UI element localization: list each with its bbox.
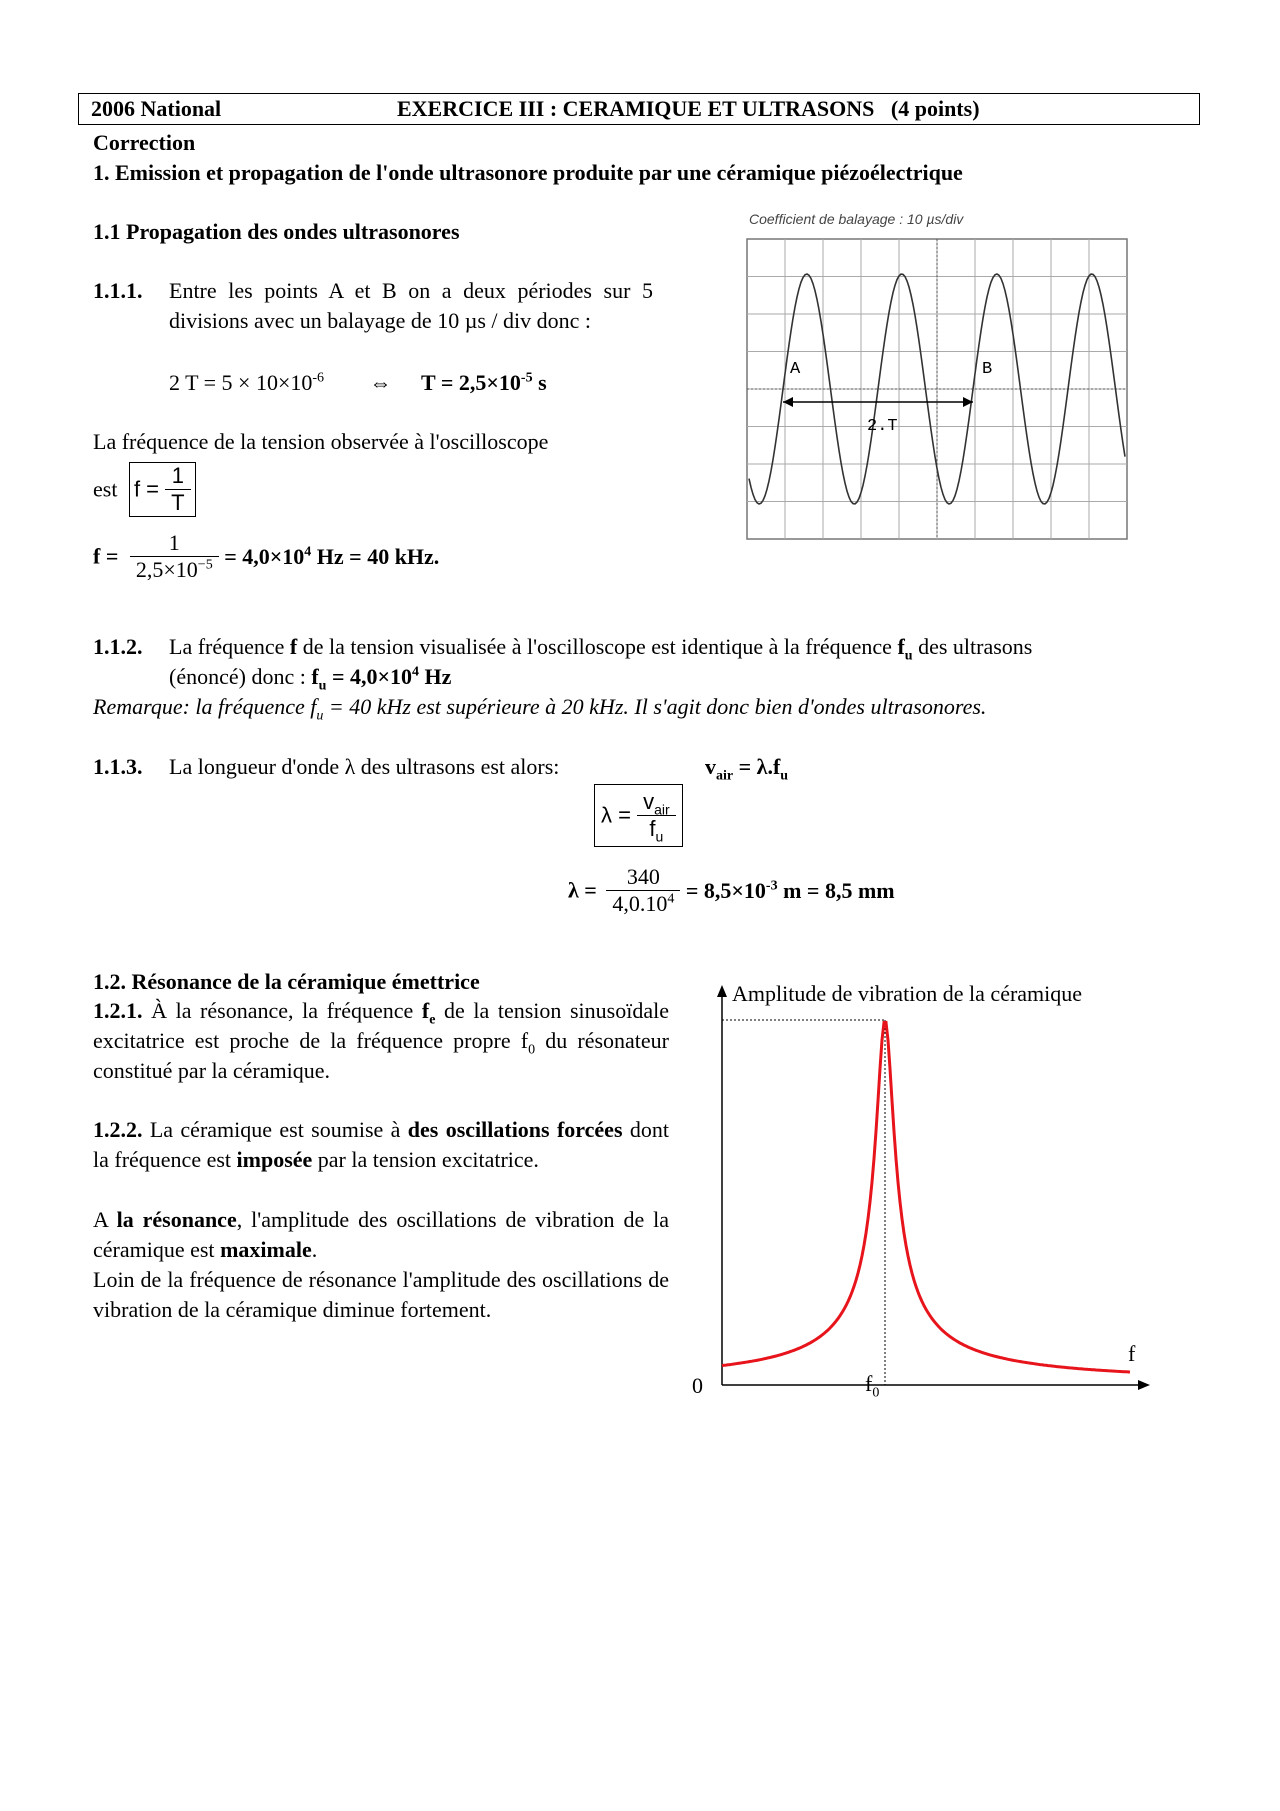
para-122: [93, 1115, 669, 1175]
period-result-exp: -5: [520, 370, 533, 386]
para-113: [93, 752, 559, 782]
p112-d: (énoncé) donc :: [169, 664, 312, 689]
p112-fu: f: [897, 634, 905, 659]
lambda-calc-den-exp: 4: [667, 891, 675, 907]
resonance-chart-svg: [680, 975, 1160, 1395]
p112-res: f: [311, 664, 319, 689]
oscilloscope-screen: [745, 217, 1130, 542]
para-121-label: 1.2.1.: [93, 998, 143, 1023]
p121-fe: f: [421, 998, 430, 1023]
lambda-formula-den-sub: u: [655, 828, 664, 845]
p121-b: de la tension sinusoïdale excitatrice est proche de la fréquence propre f: [93, 998, 669, 1053]
p121-f0-sub: 0: [528, 1042, 536, 1058]
section12-title: 1.2. Résonance de la céramique émettrice: [93, 969, 480, 994]
para-113-label: 1.1.3.: [93, 754, 143, 779]
p122-i: maximale: [220, 1237, 312, 1262]
lambda-formula-lhs: λ =: [601, 802, 631, 828]
vair-v: v: [705, 754, 716, 779]
p122-b: des oscillations forcées: [407, 1117, 623, 1142]
freq-calc-result-tail: Hz = 40 kHz.: [311, 543, 440, 569]
resonance-chart: [680, 975, 1160, 1401]
freq-calc-result-exp: 4: [304, 544, 312, 560]
p122-a: La céramique est soumise à: [142, 1117, 408, 1142]
correction-label: Correction: [93, 130, 196, 155]
freq-calc-den: 2,5×10: [135, 557, 198, 582]
para-121: [93, 996, 669, 1086]
para-112: [93, 632, 1203, 692]
header-exercise-title: EXERCICE III : CERAMIQUE ET ULTRASONS (4 points): [397, 96, 980, 121]
lambda-calc-num: 340: [606, 864, 680, 891]
period-eq-left: 2 T = 5 × 10×10: [169, 370, 313, 395]
para-111-label: 1.1.1.: [93, 278, 143, 303]
oscilloscope-sweep-label: Coefficient de balayage : 10 µs/div: [749, 211, 964, 227]
section1-title: 1. Emission et propagation de l'onde ultrasonore produite par une céramique piézoélectrique: [93, 160, 963, 185]
remarque-tail: = 40 kHz est supérieure à 20 kHz. Il s'agit donc bien d'ondes ultrasonores.: [323, 694, 987, 719]
f0-sub: 0: [872, 1385, 880, 1401]
remarque: [93, 692, 986, 722]
lambda-calc-result-tail: m = 8,5 mm: [777, 877, 895, 903]
p112-a: La fréquence: [169, 634, 290, 659]
para-113-text: La longueur d'onde λ des ultrasons est alors:: [169, 754, 560, 779]
period-eq-left-exp: -6: [312, 370, 325, 386]
p112-res-sub: u: [318, 678, 327, 694]
lambda-formula-num: v: [643, 789, 655, 814]
freq-calculation: [93, 530, 439, 583]
p122-f: A: [93, 1207, 117, 1232]
p122-j: .: [311, 1237, 318, 1262]
header-year: 2006 National: [91, 96, 222, 121]
p112-res-val: = 4,0×10: [326, 664, 413, 689]
p122-e: par la tension excitatrice.: [312, 1147, 539, 1172]
para-122-far: Loin de la fréquence de résonance l'amplitude des oscillations de vibration de la céramique diminue fortement.: [93, 1267, 669, 1322]
lambda-formula-box: [594, 784, 683, 847]
period-result: T = 2,5×10: [421, 370, 521, 395]
resonance-origin: 0: [692, 1373, 703, 1398]
resonance-y-label: Amplitude de vibration de la céramique: [732, 981, 1083, 1006]
p121-a: À la résonance, la fréquence: [142, 998, 422, 1023]
oscilloscope-label-a: A: [790, 360, 801, 379]
p122-c: dont la fréquence est: [93, 1117, 669, 1172]
equivalence-symbol: ⇔: [369, 370, 392, 395]
freq-est: est: [93, 476, 118, 502]
y-axis-arrow: [717, 985, 727, 997]
freq-formula-den: T: [171, 490, 185, 515]
p112-f: f: [289, 634, 298, 659]
lambda-calc-den: 4,0.10: [612, 891, 668, 916]
freq-calc-den-exp: −5: [197, 557, 213, 573]
freq-calc-result: = 4,0×10: [224, 543, 305, 569]
lambda-calc-lhs: λ =: [568, 877, 597, 903]
para-112-label: 1.1.2.: [93, 634, 143, 659]
oscilloscope-label-2t: 2.T: [867, 417, 898, 436]
oscilloscope-figure: [745, 211, 1130, 542]
lambda-calc-result: = 8,5×10: [685, 877, 766, 903]
para-122-label: 1.2.2.: [93, 1117, 143, 1142]
freq-formula-lhs: f =: [133, 476, 160, 502]
p121-fe-sub: e: [429, 1012, 436, 1028]
lambda-formula-num-sub: air: [654, 801, 670, 818]
x-axis-arrow: [1138, 1380, 1150, 1390]
remarque-text: Remarque: la fréquence f: [93, 694, 317, 719]
p121-c: du résonateur constitué par la céramique.: [93, 1028, 669, 1083]
resonance-f0-label: [865, 1369, 879, 1399]
vair-sub: air: [716, 768, 734, 784]
freq-calc-num: 1: [130, 530, 219, 557]
para-111: [93, 276, 653, 336]
p112-c: des ultrasons: [912, 634, 1033, 659]
vair-relation: [705, 752, 788, 782]
p112-b: de la tension visualisée à l'oscilloscope est identique à la fréquence: [297, 634, 898, 659]
p112-res-unit: Hz: [419, 664, 452, 689]
lambda-calculation: [568, 864, 895, 917]
remarque-sub: u: [316, 708, 324, 724]
p112-fu-sub: u: [904, 648, 913, 664]
vair-rhs-sub: u: [780, 768, 789, 784]
vair-rhs: = λ.f: [733, 754, 781, 779]
oscilloscope-label-b: B: [982, 360, 993, 379]
freq-calc-lhs: f =: [93, 543, 119, 569]
header-box: [78, 93, 1200, 125]
period-result-unit: s: [532, 370, 547, 395]
lambda-formula-den: f: [649, 816, 656, 841]
lambda-calc-result-exp: -3: [765, 878, 778, 894]
p122-d: imposée: [236, 1147, 313, 1172]
resonance-curve: [722, 1022, 1130, 1372]
freq-text: La fréquence de la tension observée à l'oscilloscope: [93, 429, 549, 454]
p122-h: , l'amplitude des oscillations de vibration de la céramique est: [93, 1207, 670, 1262]
freq-formula-num: 1: [165, 463, 190, 490]
f0-f: f: [865, 1371, 873, 1396]
freq-formula-box: [129, 462, 196, 517]
freq-definition: [93, 462, 196, 517]
period-equation: [169, 368, 547, 398]
section11-title: 1.1 Propagation des ondes ultrasonores: [93, 219, 460, 244]
p112-res-exp: 4: [412, 664, 420, 680]
para-122-resonance: [93, 1205, 669, 1265]
para-111-text: Entre les points A et B on a deux périodes sur 5 divisions avec un balayage de 10 µs / div donc :: [169, 278, 653, 333]
resonance-x-label: f: [1128, 1341, 1136, 1366]
p122-g: la résonance: [116, 1207, 237, 1232]
